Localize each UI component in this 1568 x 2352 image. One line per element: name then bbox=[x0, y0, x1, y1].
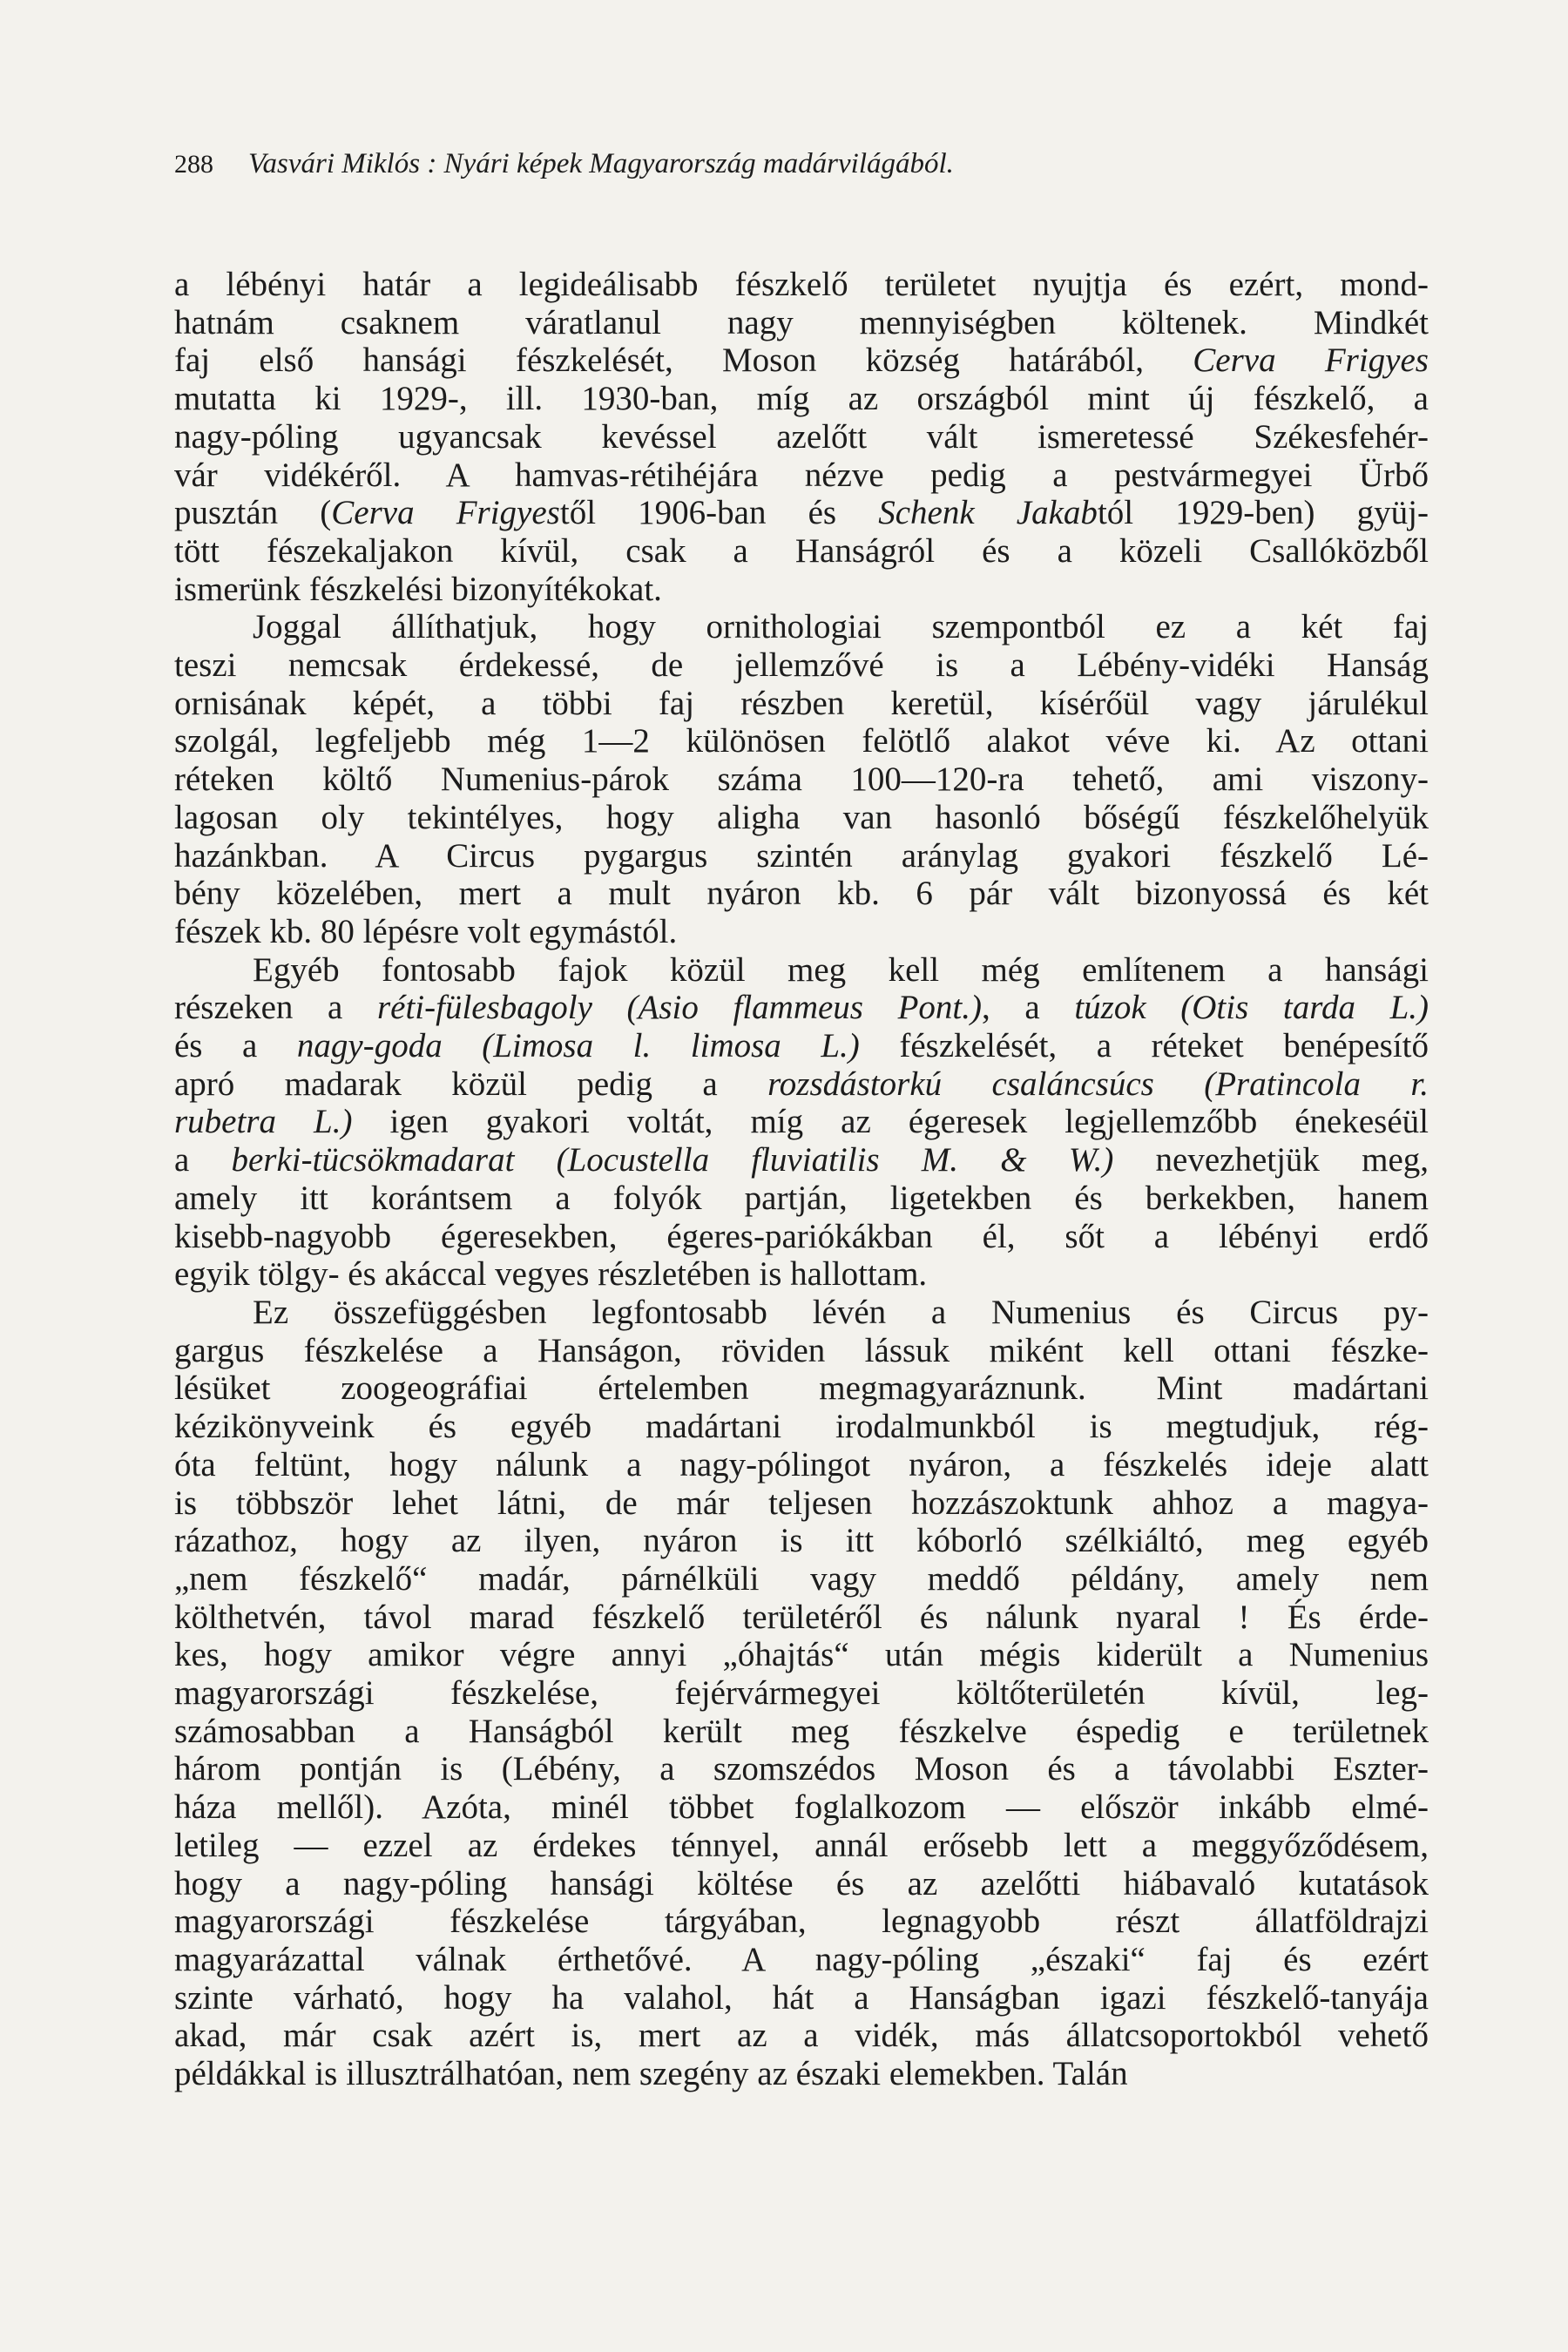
text-run: fészkelését, a réteket benépesítő bbox=[859, 1027, 1429, 1065]
text-line bbox=[174, 951, 1429, 990]
text-line bbox=[174, 1369, 1429, 1408]
text-run: letileg — ezzel az érdekes ténnyel, annál erősebb lett a meggyőződésem, bbox=[174, 1826, 1429, 1864]
text-run: hogy a nagy-póling hansági költése és az azelőtti hiábavaló kutatások bbox=[174, 1864, 1429, 1903]
text-line bbox=[174, 380, 1429, 418]
text-run: kes, hogy amikor végre annyi „óhajtás“ után mégis kiderült a Numenius bbox=[174, 1636, 1429, 1674]
paragraph bbox=[174, 608, 1429, 950]
text-run: réteken költő Numenius-párok száma 100—120-ra tehető, ami viszony- bbox=[174, 760, 1429, 799]
text-run: nevezhetjük meg, bbox=[1113, 1141, 1429, 1179]
text-line bbox=[174, 1027, 1429, 1065]
text-line bbox=[174, 685, 1429, 723]
text-run: lagosan oly tekintélyes, hogy aligha van hasonló bőségű fészkelőhelyük bbox=[174, 798, 1429, 836]
text-line bbox=[174, 1103, 1429, 1141]
text-line bbox=[174, 1255, 1429, 1294]
text-run: lésüket zoogeográfiai értelemben megmagyaráznunk. Mint madártani bbox=[174, 1369, 1429, 1408]
paragraph bbox=[174, 1294, 1429, 2093]
text-line bbox=[174, 494, 1429, 532]
text-line bbox=[174, 1408, 1429, 1446]
text-line bbox=[174, 1446, 1429, 1484]
text-run: hatnám csaknem váratlanul nagy mennyiségben költenek. Mindkét bbox=[174, 303, 1429, 341]
text-run: egyik tölgy- és akáccal vegyes részletében is hallottam. bbox=[174, 1255, 928, 1294]
paragraph bbox=[174, 951, 1429, 1294]
text-run: teszi nemcsak érdekessé, de jellemzővé is a Lébény-vidéki Hanság bbox=[174, 646, 1429, 685]
text-run: , a bbox=[982, 989, 1075, 1027]
page-number: 288 bbox=[174, 150, 213, 179]
text-line bbox=[174, 799, 1429, 837]
text-run: szinte várható, hogy ha valahol, hát a Hanságban igazi fészkelő-tanyája bbox=[174, 1978, 1429, 2017]
italic-text: Schenk Jakab bbox=[878, 494, 1098, 532]
text-run: szolgál, legfeljebb még 1—2 különösen felötlő alakot véve ki. Az ottani bbox=[174, 722, 1429, 760]
text-run: a lébényi határ a legideálisabb fészkelő területet nyujtja és ezért, mond- bbox=[174, 266, 1429, 303]
text-line bbox=[174, 1294, 1429, 1332]
text-run: igen gyakori voltát, míg az égeresek legjellemzőbb énekeséül bbox=[352, 1103, 1429, 1141]
text-run: számosabban a Hanságból került meg fészkelve éspedig e területnek bbox=[174, 1712, 1429, 1750]
text-line bbox=[174, 1636, 1429, 1674]
text-run: kézikönyveink és egyéb madártani irodalmunkból is megtudjuk, rég- bbox=[174, 1408, 1429, 1446]
text-line bbox=[174, 532, 1429, 571]
text-line bbox=[174, 1865, 1429, 1903]
text-run: apró madarak közül pedig a bbox=[174, 1064, 768, 1103]
text-line bbox=[174, 722, 1429, 760]
text-line bbox=[174, 760, 1429, 799]
text-run: tött fészekaljakon kívül, csak a Hanságról és a közeli Csallóközből bbox=[174, 531, 1429, 570]
text-run: Joggal állíthatjuk, hogy ornithologiai szempontból ez a két faj bbox=[253, 608, 1429, 646]
text-run: től 1906-ban és bbox=[559, 494, 879, 532]
text-line bbox=[174, 2017, 1429, 2055]
text-line bbox=[174, 341, 1429, 380]
text-run: három pontján is (Lébény, a szomszédos Moson és a távolabbi Eszter- bbox=[174, 1750, 1429, 1788]
italic-text: rubetra L.) bbox=[174, 1103, 353, 1141]
text-line bbox=[174, 1674, 1429, 1713]
paragraph bbox=[174, 266, 1429, 608]
text-line bbox=[174, 1522, 1429, 1560]
text-run: magyarországi fészkelése tárgyában, legnagyobb részt állatföldrajzi bbox=[174, 1903, 1429, 1941]
text-run: vár vidékéről. A hamvas-rétihéjára nézve pedig a pestvármegyei Ürbő bbox=[174, 456, 1429, 494]
text-run: rázathoz, hogy az ilyen, nyáron is itt kóborló szélkiáltó, meg egyéb bbox=[174, 1522, 1429, 1560]
text-line bbox=[174, 1598, 1429, 1637]
text-run: részeken a bbox=[174, 989, 377, 1027]
text-run: Ez összefüggésben legfontosabb lévén a Numenius és Circus py- bbox=[253, 1293, 1429, 1331]
text-run: tól 1929-ben) gyüj- bbox=[1097, 494, 1429, 532]
text-run: pusztán ( bbox=[174, 494, 332, 532]
text-run: hazánkban. A Circus pygargus szintén aránylag gyakori fészkelő Lé- bbox=[174, 836, 1429, 875]
text-line bbox=[174, 1903, 1429, 1941]
text-line bbox=[174, 456, 1429, 495]
text-run: a bbox=[174, 1141, 232, 1179]
italic-text: réti-fülesbagoly (Asio flammeus Pont.) bbox=[376, 989, 982, 1027]
text-line bbox=[174, 989, 1429, 1027]
text-line bbox=[174, 646, 1429, 685]
text-line bbox=[174, 1484, 1429, 1523]
text-line bbox=[174, 304, 1429, 342]
text-line bbox=[174, 1713, 1429, 1751]
text-run: nagy-póling ugyancsak kevéssel azelőtt vált ismeretessé Székesfehér- bbox=[174, 417, 1429, 456]
text-run: magyarországi fészkelése, fejérvármegyei költőterületén kívül, leg- bbox=[174, 1674, 1429, 1713]
text-run: fészek kb. 80 lépésre volt egymástól. bbox=[174, 912, 678, 950]
italic-text: túzok (Otis tarda L.) bbox=[1074, 989, 1429, 1027]
text-line bbox=[174, 1560, 1429, 1598]
italic-text: Cerva Frigyes bbox=[1193, 341, 1429, 380]
text-run: Egyéb fontosabb fajok közül meg kell még említenem a hansági bbox=[253, 950, 1429, 989]
text-line bbox=[174, 2055, 1429, 2093]
text-line bbox=[174, 266, 1429, 304]
text-run: gargus fészkelése a Hanságon, röviden lássuk miként kell ottani fészke- bbox=[174, 1331, 1429, 1369]
text-line bbox=[174, 571, 1429, 609]
italic-text: rozsdástorkú csaláncsúcs (Pratincola r. bbox=[767, 1064, 1429, 1103]
text-run: magyarázattal válnak érthetővé. A nagy-póling „északi“ faj és ezért bbox=[174, 1940, 1429, 1978]
text-run: ismerünk fészkelési bizonyítékokat. bbox=[174, 570, 662, 608]
text-run: óta feltünt, hogy nálunk a nagy-pólingot nyáron, a fészkelés ideje alatt bbox=[174, 1445, 1429, 1484]
text-line bbox=[174, 1788, 1429, 1827]
text-line bbox=[174, 837, 1429, 875]
text-line bbox=[174, 875, 1429, 913]
italic-text: Cerva Frigyes bbox=[331, 494, 560, 532]
text-run: kisebb-nagyobb égeresekben, égeres-pariókákban él, sőt a lébényi erdő bbox=[174, 1217, 1429, 1255]
text-line bbox=[174, 1941, 1429, 1979]
text-line bbox=[174, 1218, 1429, 1256]
text-line bbox=[174, 1750, 1429, 1788]
text-line bbox=[174, 913, 1429, 951]
text-run: akad, már csak azért is, mert az a vidék, más állatcsoportokból vehető bbox=[174, 2017, 1429, 2055]
text-line bbox=[174, 1827, 1429, 1865]
text-run: és a bbox=[174, 1027, 297, 1065]
text-run: költhetvén, távol marad fészkelő területéről és nálunk nyaral ! És érde- bbox=[174, 1598, 1429, 1636]
text-line bbox=[174, 1141, 1429, 1179]
text-run: „nem fészkelő“ madár, párnélküli vagy meddő példány, amely nem bbox=[174, 1559, 1429, 1598]
running-title: Vasvári Miklós : Nyári képek Magyarország madárvilágából. bbox=[248, 148, 954, 179]
text-line bbox=[174, 418, 1429, 456]
text-line bbox=[174, 608, 1429, 646]
italic-text: nagy-goda (Limosa l. limosa L.) bbox=[296, 1027, 860, 1065]
page-header bbox=[174, 148, 1429, 200]
text-line bbox=[174, 1065, 1429, 1104]
text-line bbox=[174, 1332, 1429, 1370]
text-line bbox=[174, 1979, 1429, 2017]
italic-text: berki-tücsökmadarat (Locustella fluviatilis M. & W.) bbox=[231, 1141, 1114, 1179]
text-run: bény közelében, mert a mult nyáron kb. 6 pár vált bizonyossá és két bbox=[174, 875, 1429, 913]
text-run: mutatta ki 1929-, ill. 1930-ban, míg az országból mint új fészkelő, a bbox=[174, 380, 1429, 418]
body-text bbox=[174, 266, 1429, 2093]
text-line bbox=[174, 1179, 1429, 1218]
text-run: is többször lehet látni, de már teljesen hozzászoktunk ahhoz a magya- bbox=[174, 1484, 1429, 1522]
text-run: háza mellől). Azóta, minél többet foglalkozom — először inkább elmé- bbox=[174, 1788, 1429, 1827]
text-run: faj első hansági fészkelését, Moson község határából, bbox=[174, 341, 1193, 380]
text-run: példákkal is illusztrálhatóan, nem szegény az északi elemekben. Talán bbox=[174, 2055, 1128, 2093]
text-run: ornisának képét, a többi faj részben keretül, kísérőül vagy járulékul bbox=[174, 684, 1429, 722]
text-run: amely itt korántsem a folyók partján, ligetekben és berkekben, hanem bbox=[174, 1179, 1429, 1217]
